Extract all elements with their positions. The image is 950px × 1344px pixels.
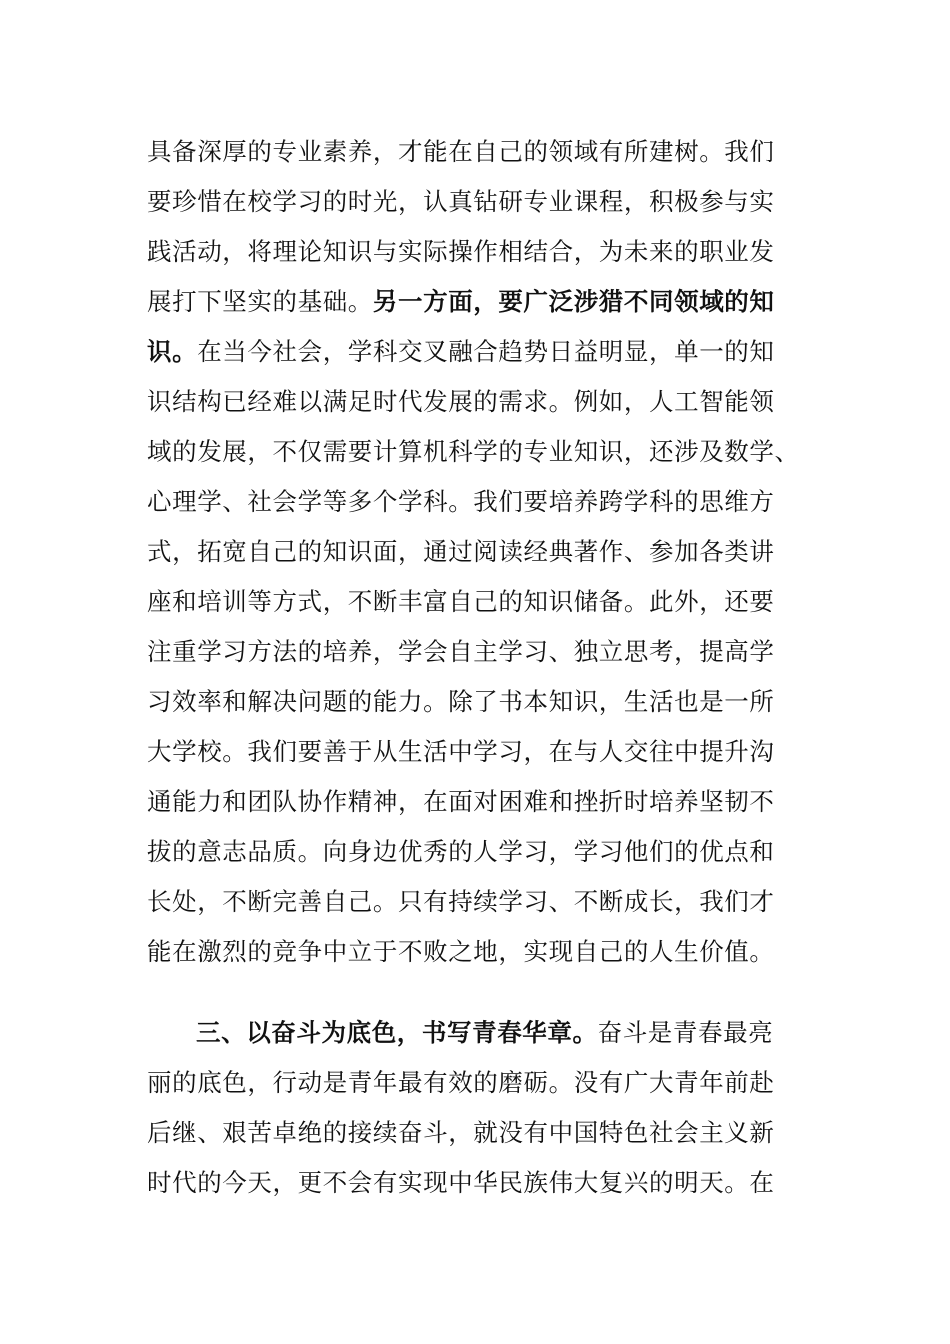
bold-emphasis: 另一方面，要广泛涉猎不同领域的知: [372, 287, 775, 316]
plain-text: 展打下坚实的基础。: [147, 287, 373, 316]
text-line: 后继、艰苦卓绝的接续奋斗，就没有中国特色社会主义新: [147, 1118, 775, 1147]
text-line: 大学校。我们要善于从生活中学习，在与人交往中提升沟: [147, 737, 775, 766]
text-line: 域的发展，不仅需要计算机科学的专业知识，还涉及数学、: [147, 437, 800, 466]
text-line: 习效率和解决问题的能力。除了书本知识，生活也是一所: [147, 687, 775, 716]
text-line: 践活动，将理论知识与实际操作相结合，为未来的职业发: [147, 237, 775, 266]
text-line: 注重学习方法的培养，学会自主学习、独立思考，提高学: [147, 637, 775, 666]
section-heading: 三、以奋斗为底色，书写青春华章。: [196, 1018, 598, 1047]
text-line: 能在激烈的竞争中立于不败之地，实现自己的人生价值。: [147, 937, 775, 966]
text-line: 识结构已经难以满足时代发展的需求。例如，人工智能领: [147, 387, 775, 416]
text-line: 要珍惜在校学习的时光，认真钻研专业课程，积极参与实: [147, 187, 775, 216]
bold-emphasis: 识。: [147, 337, 198, 366]
text-line: [147, 327, 775, 377]
text-line: 时代的今天，更不会有实现中华民族伟大复兴的明天。在: [147, 1168, 775, 1197]
text-line: 式，拓宽自己的知识面，通过阅读经典著作、参加各类讲: [147, 537, 775, 566]
plain-text: 在当今社会，学科交叉融合趋势日益明显，单一的知: [197, 337, 775, 366]
text-line: 拔的意志品质。向身边优秀的人学习，学习他们的优点和: [147, 837, 775, 866]
text-line: 具备深厚的专业素养，才能在自己的领域有所建树。我们: [147, 137, 775, 166]
text-line: [147, 277, 775, 327]
text-line: 长处，不断完善自己。只有持续学习、不断成长，我们才: [147, 887, 775, 916]
text-line: 通能力和团队协作精神，在面对困难和挫折时培养坚韧不: [147, 787, 775, 816]
plain-text: 奋斗是青春最亮: [597, 1018, 774, 1047]
text-line: [196, 1008, 773, 1058]
text-line: 心理学、社会学等多个学科。我们要培养跨学科的思维方: [147, 487, 775, 516]
text-line: 座和培训等方式，不断丰富自己的知识储备。此外，还要: [147, 587, 775, 616]
text-line: 丽的底色，行动是青年最有效的磨砺。没有广大青年前赴: [147, 1068, 775, 1097]
